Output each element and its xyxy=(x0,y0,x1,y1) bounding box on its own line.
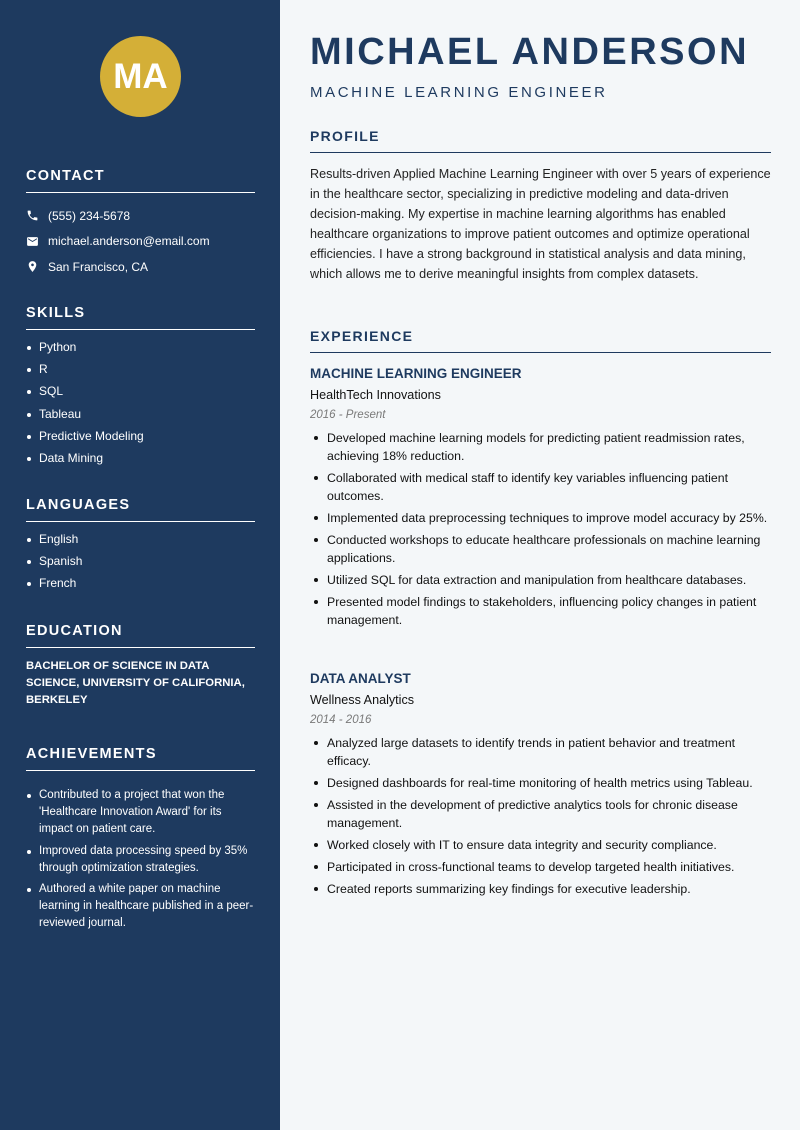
list-item: Worked closely with IT to ensure data integrity and security compliance. xyxy=(310,836,771,854)
email-text[interactable]: michael.anderson@email.com xyxy=(48,234,210,249)
list-item: SQL xyxy=(26,384,255,406)
job-entry xyxy=(310,671,771,902)
list-item: Data Mining xyxy=(26,451,255,473)
list-item: Analyzed large datasets to identify trends in patient behavior and treatment efficacy. xyxy=(310,734,771,770)
candidate-title: MACHINE LEARNING ENGINEER xyxy=(310,84,608,101)
email-icon xyxy=(26,235,39,248)
education-heading: EDUCATION xyxy=(26,623,255,648)
list-item: Presented model findings to stakeholders, influencing policy changes in patient management. xyxy=(310,593,771,629)
job-dates: 2016 - Present xyxy=(310,409,386,421)
list-item: Developed machine learning models for predicting patient readmission rates, achieving 18% reduction. xyxy=(310,429,771,465)
profile-text: Results-driven Applied Machine Learning Engineer with over 5 years of experience in the healthcare sector, specializing in predictive modeling and data-driven decision-making. My expertise in machine learning algorithms has enabled healthcare organizations to improve patient outcomes and optimize operational efficiencies. I have a strong background in statistical analysis and data mining, which allows me to derive meaningful insights from complex datasets. xyxy=(310,167,771,282)
job-entry xyxy=(310,366,771,633)
list-item: Utilized SQL for data extraction and manipulation from healthcare databases. xyxy=(310,571,771,589)
profile-heading: PROFILE xyxy=(310,128,771,153)
list-item: Predictive Modeling xyxy=(26,429,255,451)
location-pin-icon xyxy=(26,260,39,273)
job-dates: 2014 - 2016 xyxy=(310,714,372,726)
achievements-heading: ACHIEVEMENTS xyxy=(26,746,255,771)
list-item: Assisted in the development of predictive analytics tools for chronic disease management. xyxy=(310,796,771,832)
location-text: San Francisco, CA xyxy=(48,259,149,274)
list-item: Designed dashboards for real-time monitoring of health metrics using Tableau. xyxy=(310,774,771,792)
email-row xyxy=(26,229,255,255)
job-title: MACHINE LEARNING ENGINEER xyxy=(310,366,522,381)
list-item: English xyxy=(26,532,255,554)
list-item: R xyxy=(26,362,255,384)
skills-section xyxy=(26,305,255,473)
languages-section xyxy=(26,497,255,599)
company-name: Wellness Analytics xyxy=(310,693,415,707)
phone-icon xyxy=(26,209,39,222)
location-row xyxy=(26,254,255,280)
job-title: DATA ANALYST xyxy=(310,671,411,686)
job-bullets xyxy=(310,429,771,629)
list-item: Participated in cross-functional teams to develop targeted health initiatives. xyxy=(310,858,771,876)
education-section xyxy=(26,623,255,709)
achievements-section xyxy=(26,746,255,937)
company-name: HealthTech Innovations xyxy=(310,388,441,402)
list-item: Collaborated with medical staff to identify key variables influencing patient outcomes. xyxy=(310,469,771,505)
contact-heading: CONTACT xyxy=(26,168,255,193)
languages-heading: LANGUAGES xyxy=(26,497,255,522)
candidate-name: MICHAEL ANDERSON xyxy=(310,31,750,73)
list-item: Created reports summarizing key findings for executive leadership. xyxy=(310,880,771,898)
list-item: French xyxy=(26,576,255,598)
list-item: Python xyxy=(26,340,255,362)
achievements-list xyxy=(26,787,255,932)
list-item: Contributed to a project that won the 'Healthcare Innovation Award' for its impact on patient care. xyxy=(26,787,255,838)
skills-list xyxy=(26,340,255,473)
list-item: Authored a white paper on machine learning in healthcare published in a peer-reviewed journal. xyxy=(26,881,255,932)
phone-text[interactable]: (555) 234-5678 xyxy=(48,208,131,223)
list-item: Implemented data preprocessing techniques to improve model accuracy by 25%. xyxy=(310,509,771,527)
experience-heading: EXPERIENCE xyxy=(310,328,771,353)
job-bullets xyxy=(310,734,771,898)
avatar: MA xyxy=(100,36,181,117)
sidebar xyxy=(0,0,280,1130)
list-item: Tableau xyxy=(26,407,255,429)
contact-section xyxy=(26,168,255,280)
list-item: Spanish xyxy=(26,554,255,576)
list-item: Conducted workshops to educate healthcare professionals on machine learning applications. xyxy=(310,531,771,567)
skills-heading: SKILLS xyxy=(26,305,255,330)
languages-list xyxy=(26,532,255,599)
phone-row xyxy=(26,203,255,229)
list-item: Improved data processing speed by 35% through optimization strategies. xyxy=(26,843,255,877)
degree-text: BACHELOR OF SCIENCE IN DATA SCIENCE, UNIVERSITY OF CALIFORNIA, BERKELEY xyxy=(26,660,245,706)
